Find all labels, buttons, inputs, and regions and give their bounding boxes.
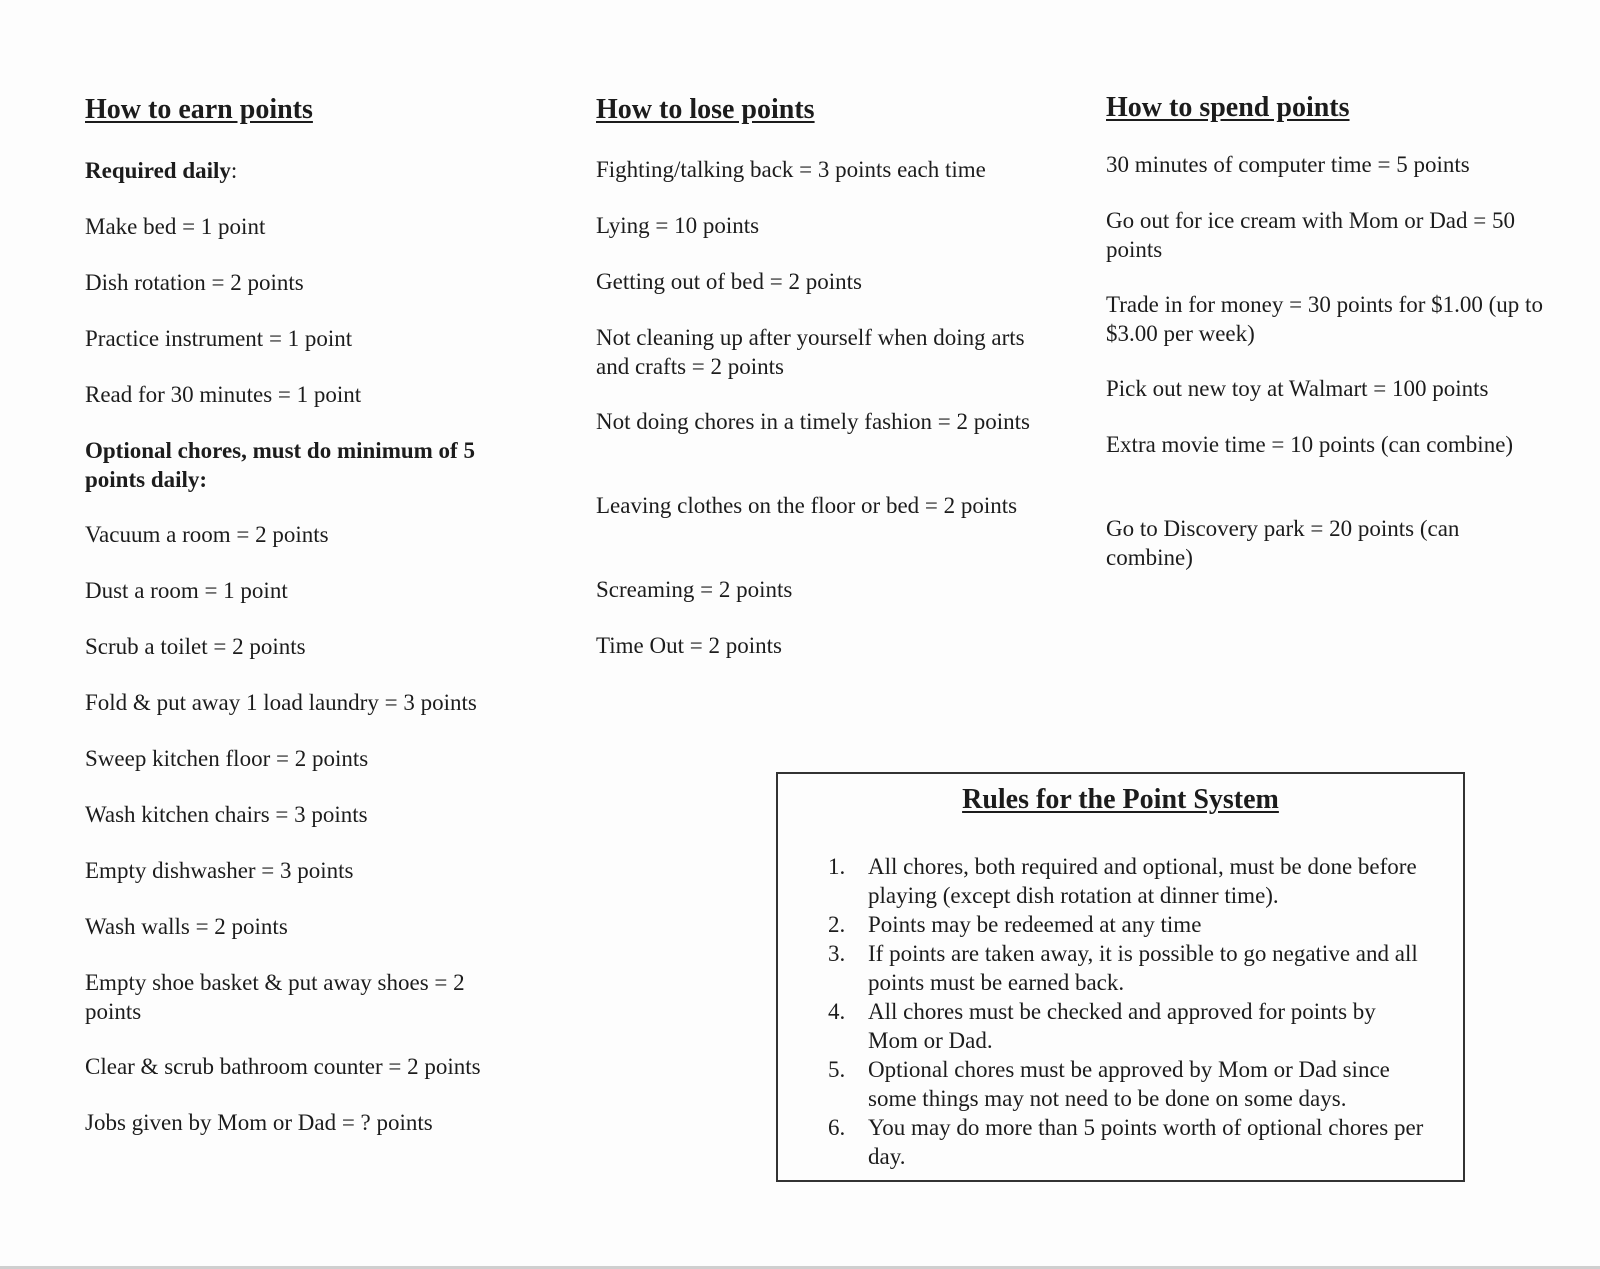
rule-item: [828, 939, 1428, 997]
rule-item: [828, 852, 1428, 910]
spend-item: 30 minutes of computer time = 5 points: [1106, 152, 1470, 177]
optional-item: Wash kitchen chairs = 3 points: [85, 802, 368, 827]
rule-number: 5.: [828, 1057, 846, 1082]
earn-points-heading: How to earn points: [85, 94, 313, 125]
rule-text: All chores must be checked and approved for points by Mom or Dad.: [868, 999, 1376, 1053]
rule-text: Optional chores must be approved by Mom or Dad since some things may not need to be done on some days.: [868, 1057, 1390, 1111]
optional-item: Empty shoe basket & put away shoes = 2 points: [85, 970, 465, 1024]
lose-item: Screaming = 2 points: [596, 577, 793, 602]
rules-list: [828, 852, 1428, 1171]
rule-item: [828, 1113, 1428, 1171]
spend-item: Trade in for money = 30 points for $1.00 (up to $3.00 per week): [1106, 292, 1543, 346]
optional-item: Scrub a toilet = 2 points: [85, 634, 306, 659]
required-item: Practice instrument = 1 point: [85, 326, 353, 351]
optional-item: Vacuum a room = 2 points: [85, 522, 329, 547]
rules-title: Rules for the Point System: [962, 784, 1279, 815]
spend-item: Pick out new toy at Walmart = 100 points: [1106, 376, 1489, 401]
lose-item: Lying = 10 points: [596, 213, 760, 238]
rule-item: [828, 997, 1428, 1055]
required-item: Read for 30 minutes = 1 point: [85, 382, 362, 407]
optional-item: Sweep kitchen floor = 2 points: [85, 746, 369, 771]
rule-text: Points may be redeemed at any time: [868, 912, 1202, 937]
optional-item: Fold & put away 1 load laundry = 3 points: [85, 690, 477, 715]
rule-number: 3.: [828, 941, 846, 966]
rule-number: 1.: [828, 854, 846, 879]
optional-item: Empty dishwasher = 3 points: [85, 858, 354, 883]
lose-item: Leaving clothes on the floor or bed = 2 points: [596, 493, 1018, 518]
lose-item: Fighting/talking back = 3 points each time: [596, 157, 986, 182]
rule-number: 4.: [828, 999, 846, 1024]
required-item: Dish rotation = 2 points: [85, 270, 304, 295]
rule-item: [828, 1055, 1428, 1113]
optional-item: Dust a room = 1 point: [85, 578, 288, 603]
spend-item: Go to Discovery park = 20 points (can combine): [1106, 516, 1460, 570]
lose-item: Getting out of bed = 2 points: [596, 269, 862, 294]
rules-box: [776, 772, 1465, 1182]
required-item: Make bed = 1 point: [85, 214, 266, 239]
required-daily-label: Required daily:: [85, 158, 238, 183]
lose-item: Not doing chores in a timely fashion = 2 points: [596, 409, 1030, 434]
spend-item: Extra movie time = 10 points (can combine): [1106, 432, 1514, 457]
lose-item: Not cleaning up after yourself when doing arts and crafts = 2 points: [596, 325, 1025, 379]
rule-number: 6.: [828, 1115, 846, 1140]
rule-text: You may do more than 5 points worth of optional chores per day.: [868, 1115, 1424, 1169]
rule-text: All chores, both required and optional, must be done before playing (except dish rotation at dinner time).: [868, 854, 1417, 908]
optional-item: Wash walls = 2 points: [85, 914, 288, 939]
spend-item: Go out for ice cream with Mom or Dad = 50 points: [1106, 208, 1515, 262]
rule-number: 2.: [828, 912, 846, 937]
spend-points-heading: How to spend points: [1106, 92, 1350, 123]
lose-points-heading: How to lose points: [596, 94, 815, 125]
lose-item: Time Out = 2 points: [596, 633, 782, 658]
optional-item: Jobs given by Mom or Dad = ? points: [85, 1110, 433, 1135]
rule-item: [828, 910, 1428, 939]
optional-chores-label: Optional chores, must do minimum of 5 points daily:: [85, 438, 475, 492]
optional-item: Clear & scrub bathroom counter = 2 points: [85, 1054, 481, 1079]
rule-text: If points are taken away, it is possible to go negative and all points must be earned back.: [868, 941, 1418, 995]
